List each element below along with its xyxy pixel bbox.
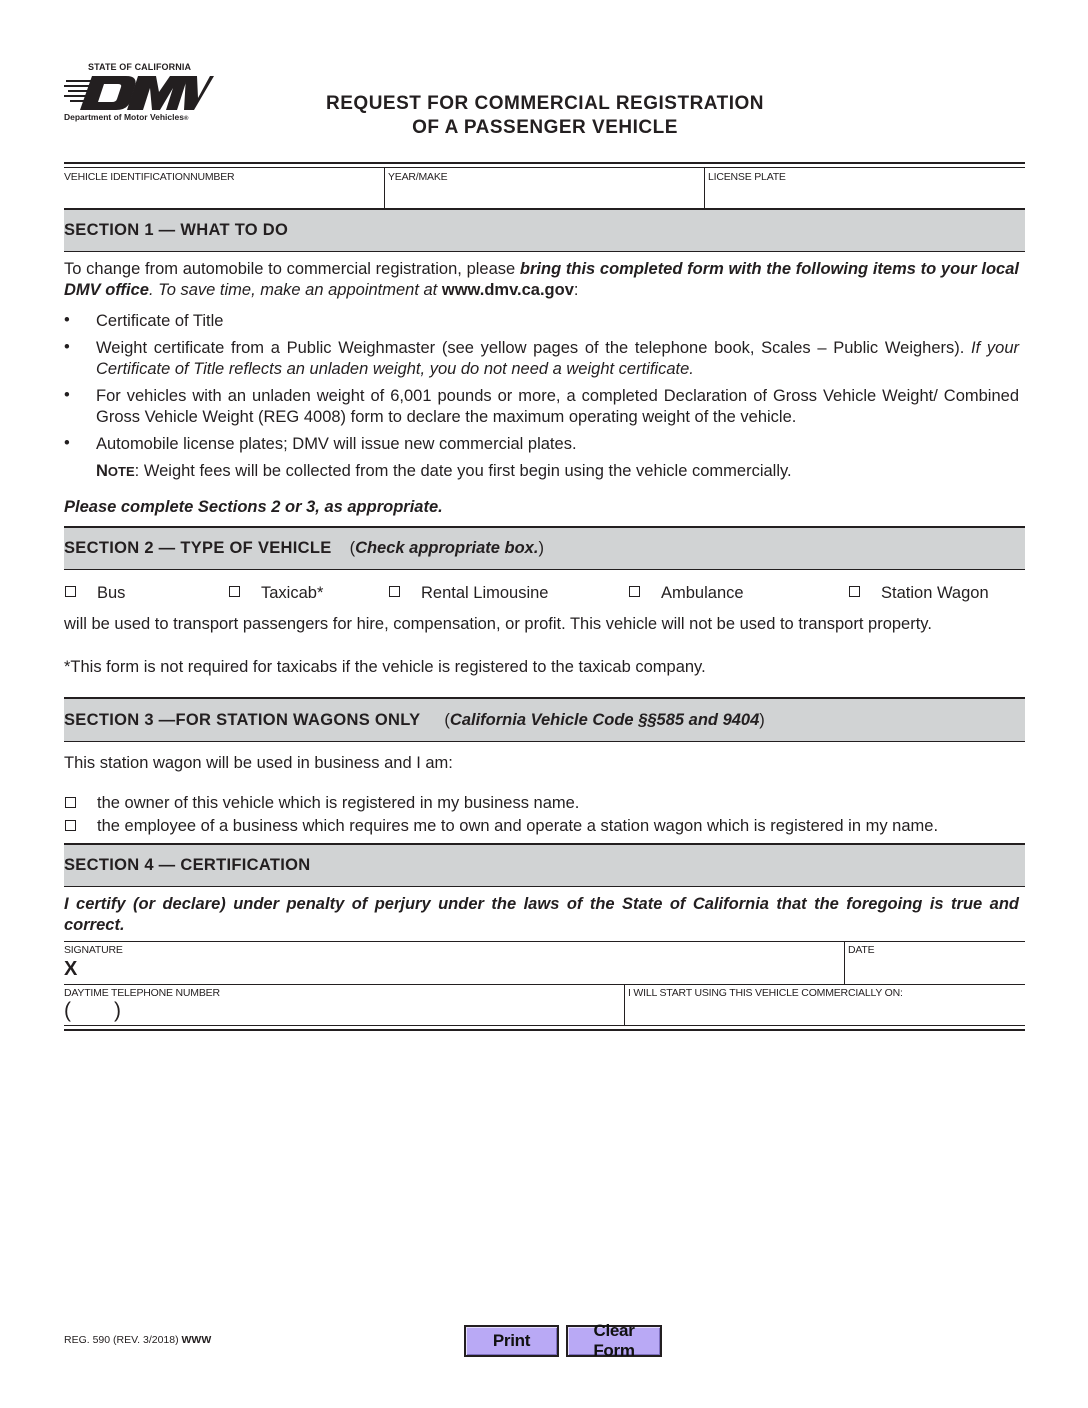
intro-italic: . To save time, make an appointment at [148, 281, 442, 299]
intro-emphasis: bring this completed form with the following items to your local DMV office [64, 260, 1019, 299]
clear-form-button[interactable]: Clear Form [566, 1325, 662, 1357]
form-title-line2: OF A PASSENGER VEHICLE [412, 117, 678, 138]
section3-heading-text: SECTION 3 —FOR STATION WAGONS ONLY [64, 710, 421, 729]
section2-footnote: *This form is not required for taxicabs if the vehicle is registered to the taxicab company. [64, 658, 706, 676]
list-item: Automobile license plates; DMV will issue new commercial plates. [96, 435, 577, 453]
checkbox-station-wagon[interactable] [849, 586, 860, 597]
form-identifier [64, 1334, 211, 1346]
option-owner-label: the owner of this vehicle which is registered in my business name. [97, 794, 580, 812]
bullet-icon: • [64, 434, 70, 452]
section4-heading-text: SECTION 4 — CERTIFICATION [64, 856, 311, 874]
logo-department-text: Department of Motor Vehicles® [64, 112, 189, 122]
form-id-bold: WWW [181, 1334, 212, 1346]
bullet-icon: • [64, 311, 70, 329]
intro-text: To change from automobile to commercial registration, please [64, 260, 520, 278]
section4-heading [64, 843, 1025, 887]
section2-subheading: (Check appropriate box.) [349, 539, 544, 557]
section2-statement: will be used to transport passengers for hire, compensation, or profit. This vehicle will not be used to transport property. [64, 615, 932, 633]
section-instruction: Please complete Sections 2 or 3, as appropriate. [64, 498, 443, 516]
list-item: Certificate of Title [96, 312, 224, 330]
form-title-line1: REQUEST FOR COMMERCIAL REGISTRATION [326, 93, 764, 114]
phone-paren-close: ) [114, 999, 121, 1022]
note: NOTE: Weight fees will be collected from the date you first begin using the vehicle commercially. [96, 462, 792, 480]
form-id-text: REG. 590 (REV. 3/2018) [64, 1334, 182, 1346]
year-make-label: YEAR/MAKE [388, 171, 448, 183]
start-date-label: I WILL START USING THIS VEHICLE COMMERCIALLY ON: [628, 987, 903, 999]
option-taxicab-label: Taxicab* [261, 584, 324, 602]
list-item: Weight certificate from a Public Weighmaster (see yellow pages of the telephone book, Scales – Public Weighers). If your Certificate of Title reflects an unladen weight, you do not need a weight certificate. [96, 339, 1019, 378]
certification-statement: I certify (or declare) under penalty of perjury under the laws of the State of California that the foregoing is true and correct. [64, 895, 1019, 934]
phone-field[interactable] [64, 985, 624, 1025]
section3-intro: This station wagon will be used in business and I am: [64, 754, 453, 772]
logo-state-text: STATE OF CALIFORNIA [88, 62, 192, 72]
vin-field[interactable] [64, 168, 384, 208]
signature-field[interactable] [64, 942, 844, 984]
bullet-icon: • [64, 386, 70, 404]
list-item: For vehicles with an unladen weight of 6,001 pounds or more, a completed Declaration of Gross Vehicle Weight/ Combined Gross Vehicle Weight (REG 4008) form to declare the maximum operating weight of the vehicle. [96, 387, 1019, 426]
checkbox-rental-limousine[interactable] [389, 586, 400, 597]
date-label: DATE [848, 944, 875, 956]
form-title [250, 92, 840, 140]
checkbox-bus[interactable] [65, 586, 76, 597]
section1-heading-text: SECTION 1 — WHAT TO DO [64, 221, 289, 239]
top-rule [64, 162, 1025, 164]
phone-paren-open: ( [64, 999, 71, 1022]
dmv-logo [64, 62, 214, 124]
bullet-icon: • [64, 338, 70, 356]
option-rental-limousine-label: Rental Limousine [421, 584, 549, 602]
bottom-rule [64, 1029, 1025, 1031]
section3-heading [64, 697, 1025, 742]
section3-subheading: (California Vehicle Code §§585 and 9404) [444, 710, 765, 729]
section1-intro [64, 259, 1019, 301]
rule [64, 1025, 1025, 1026]
dmv-wordmark-icon [64, 72, 214, 112]
section1-heading [64, 208, 1025, 252]
checkbox-ambulance[interactable] [629, 586, 640, 597]
license-plate-field[interactable] [705, 168, 1025, 208]
start-date-field[interactable] [625, 985, 1025, 1025]
option-employee-label: the employee of a business which requires me to own and operate a station wagon which is registered in my name. [97, 817, 939, 835]
print-button[interactable]: Print [464, 1325, 559, 1357]
section2-heading-text: SECTION 2 — TYPE OF VEHICLE [64, 539, 332, 557]
year-make-field[interactable] [385, 168, 704, 208]
date-field[interactable] [845, 942, 1025, 984]
option-bus-label: Bus [97, 584, 126, 602]
phone-label: DAYTIME TELEPHONE NUMBER [64, 987, 220, 999]
checkbox-taxicab[interactable] [229, 586, 240, 597]
signature-label: SIGNATURE [64, 944, 123, 956]
option-station-wagon-label: Station Wagon [881, 584, 989, 602]
intro-end: : [573, 281, 579, 299]
dmv-website-link[interactable]: www.dmv.ca.gov [441, 281, 574, 299]
signature-x-mark: X [64, 958, 78, 980]
checkbox-owner[interactable] [65, 797, 76, 808]
section2-heading [64, 526, 1025, 570]
option-ambulance-label: Ambulance [661, 584, 744, 602]
checkbox-employee[interactable] [65, 820, 76, 831]
vin-label: VEHICLE IDENTIFICATIONNUMBER [64, 171, 235, 183]
license-plate-label: LICENSE PLATE [708, 171, 786, 183]
